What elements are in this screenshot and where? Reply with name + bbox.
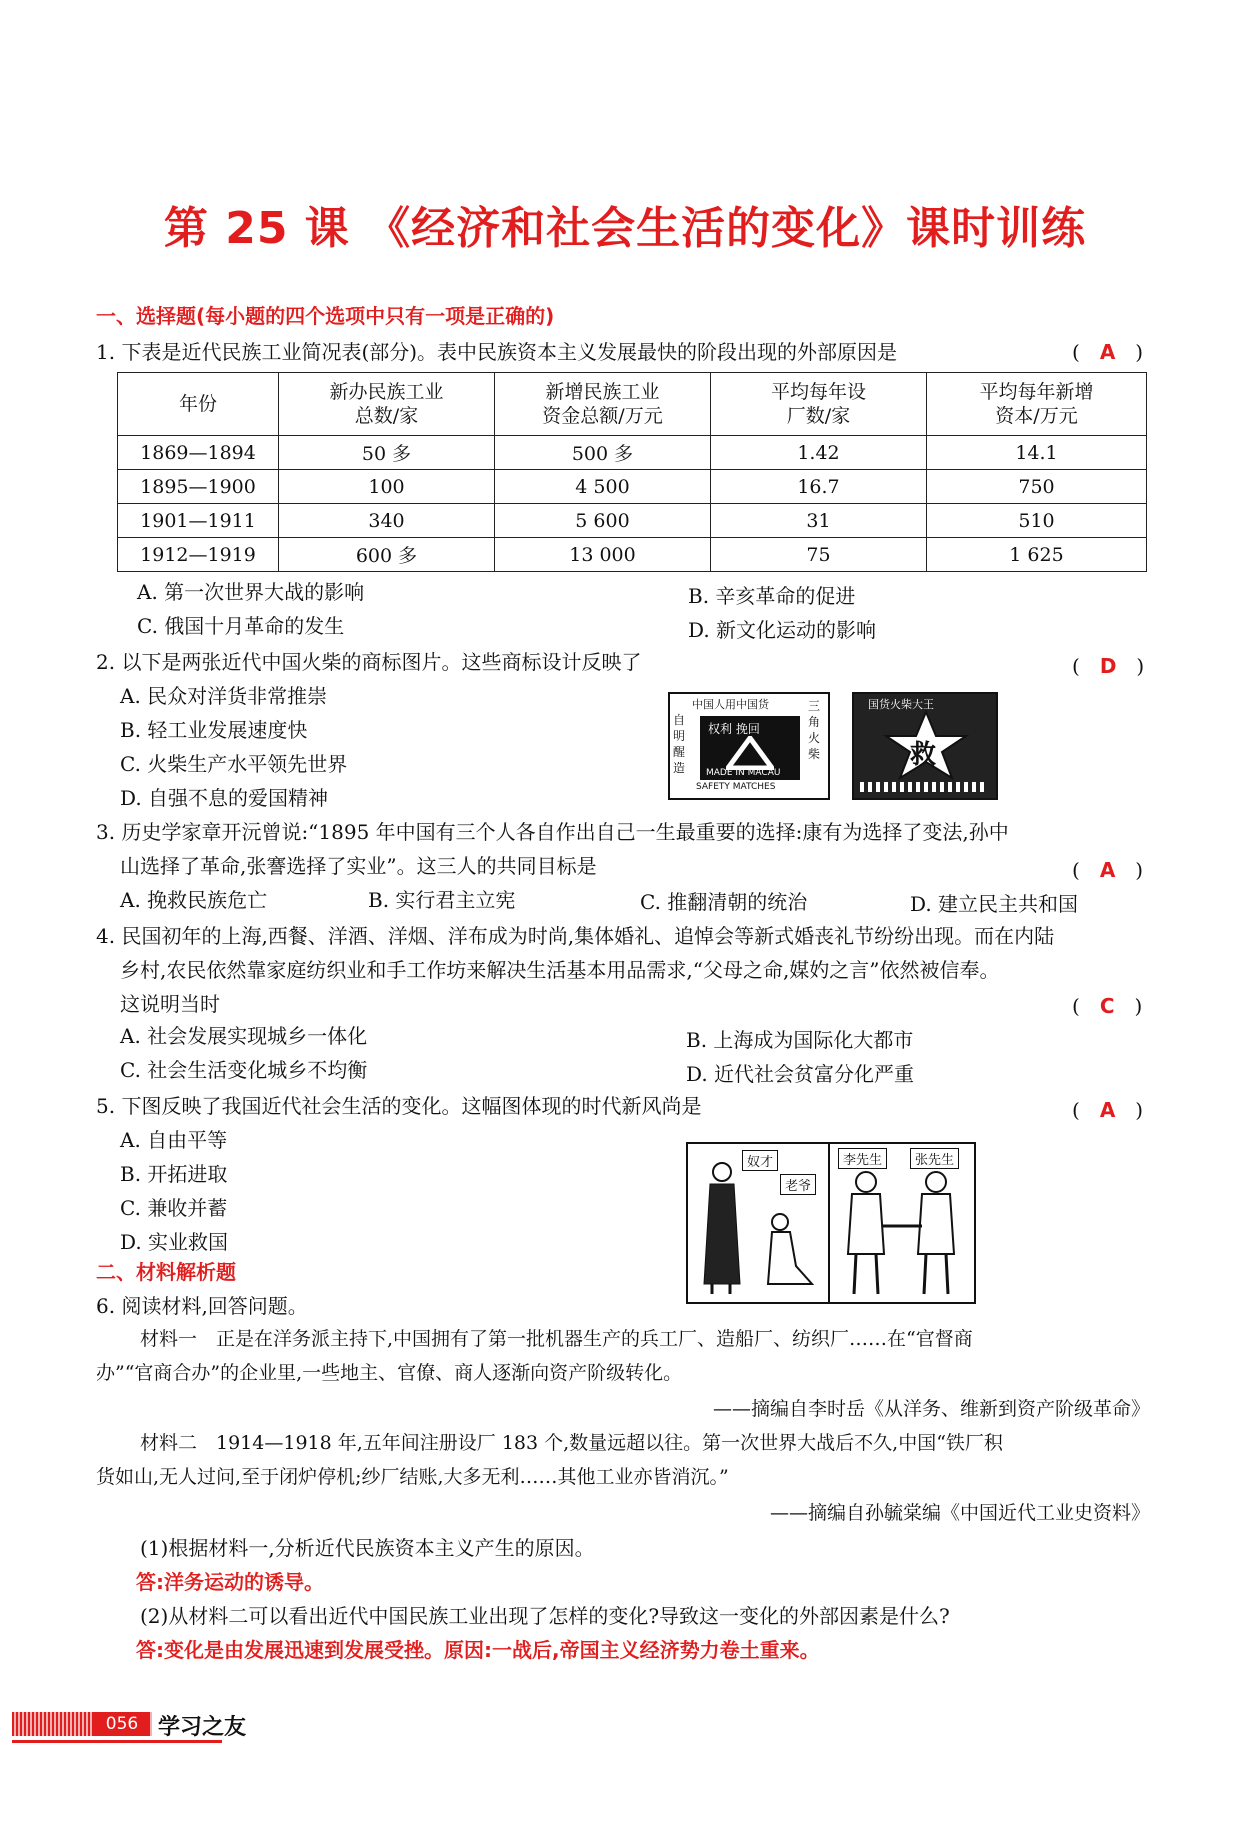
table-cell: 4 500 xyxy=(495,470,711,504)
q5-option-d: D. 实业救国 xyxy=(120,1230,229,1254)
bubble-zhang: 张先生 xyxy=(910,1148,959,1169)
label2-fence-decoration xyxy=(860,782,988,792)
label1-mid-text: 权利 挽回 xyxy=(708,722,760,736)
table-cell: 1 625 xyxy=(927,538,1147,572)
table-header-line: 新增民族工业 xyxy=(545,381,660,403)
q4-option-c: C. 社会生活变化城乡不均衡 xyxy=(120,1058,368,1082)
q4-stem-line1: 4. 民国初年的上海,西餐、洋酒、洋烟、洋布成为时尚,集体婚礼、追悼会等新式婚丧礼节纷纷出现。而在内陆 xyxy=(96,924,1055,948)
table-cell: 100 xyxy=(279,470,495,504)
table-cell: 50 多 xyxy=(279,436,495,470)
section-heading-material: 二、材料解析题 xyxy=(96,1260,236,1284)
q3-stem-line1: 3. 历史学家章开沅曾说:“1895 年中国有三个人各自作出自己一生最重要的选择:康有为选择了变法,孙中 xyxy=(96,820,1009,844)
q4-option-a: A. 社会发展实现城乡一体化 xyxy=(120,1024,368,1048)
q1-answer-box: ( A ) xyxy=(1072,340,1144,364)
label2-mid-text: 救 xyxy=(910,740,937,770)
table-header-cell xyxy=(495,373,711,436)
q3-answer-box: ( A ) xyxy=(1072,858,1144,882)
table-header-cell xyxy=(711,373,927,436)
q1-option-a: A. 第一次世界大战的影响 xyxy=(137,580,365,604)
table-header-line: 平均每年设 xyxy=(770,381,866,403)
q1-option-c: C. 俄国十月革命的发生 xyxy=(137,614,345,638)
table-cell: 750 xyxy=(927,470,1147,504)
table-row xyxy=(118,504,1147,538)
q3-stem-line2: 山选择了革命,张謇选择了实业”。这三人的共同目标是 xyxy=(120,854,597,878)
q6-material2-line2: 货如山,无人过问,至于闭炉停机;纱厂结账,大多无利……其他工业亦皆消沉。” xyxy=(96,1466,729,1488)
q5-option-b: B. 开拓进取 xyxy=(120,1162,228,1186)
q2-stem: 2. 以下是两张近代中国火柴的商标图片。这些商标设计反映了 xyxy=(96,650,642,674)
label1-right-text: 三角火柴 xyxy=(808,699,821,761)
table-header-row xyxy=(118,373,1147,436)
bubble-laoye: 老爷 xyxy=(780,1174,816,1195)
q4-stem-line3: 这说明当时 xyxy=(120,992,220,1016)
q2-answer-box: ( D ) xyxy=(1072,654,1145,678)
q2-option-d: D. 自强不息的爱国精神 xyxy=(120,786,329,810)
q3-option-a: A. 挽救民族危亡 xyxy=(120,888,268,912)
q4-answer: C xyxy=(1099,994,1115,1018)
q6-answer1: 答:洋务运动的诱导。 xyxy=(136,1570,324,1594)
q2-option-a: A. 民众对洋货非常推崇 xyxy=(120,684,328,708)
table-header-line: 总数/家 xyxy=(354,405,419,427)
page-title: 第 25 课 《经济和社会生活的变化》课时训练 xyxy=(163,203,1087,254)
matchbox-label-1 xyxy=(668,692,830,800)
q4-option-d: D. 近代社会贫富分化严重 xyxy=(686,1062,915,1086)
q6-answer2: 答:变化是由发展迅速到发展受挫。原因:一战后,帝国主义经济势力卷土重来。 xyxy=(136,1638,820,1662)
bubble-li: 李先生 xyxy=(838,1148,887,1169)
q4-option-b: B. 上海成为国际化大都市 xyxy=(686,1028,914,1052)
q3-option-c: C. 推翻清朝的统治 xyxy=(640,890,808,914)
q1-answer: A xyxy=(1099,340,1116,364)
q4-answer-box: ( C ) xyxy=(1072,994,1143,1018)
q6-material1-source: ——摘编自李时岳《从洋务、维新到资产阶级革命》 xyxy=(712,1398,1150,1420)
label2-top-text: 国货火柴大王 xyxy=(868,698,934,711)
table-cell: 1912—1919 xyxy=(118,538,279,572)
q6-stem: 6. 阅读材料,回答问题。 xyxy=(96,1294,308,1318)
table-header-cell xyxy=(927,373,1147,436)
table-row xyxy=(118,436,1147,470)
matchbox-label-2 xyxy=(852,692,998,800)
q6-sub2: (2)从材料二可以看出近代中国民族工业出现了怎样的变化?导致这一变化的外部因素是什么? xyxy=(140,1604,950,1628)
table-cell: 5 600 xyxy=(495,504,711,538)
q3-option-b: B. 实行君主立宪 xyxy=(368,888,516,912)
q6-material2-line1: 材料二 1914—1918 年,五年间注册设厂 183 个,数量远超以往。第一次世界大战后不久,中国“铁厂积 xyxy=(140,1432,1003,1454)
table-row xyxy=(118,470,1147,504)
q2-answer: D xyxy=(1099,654,1117,678)
q2-option-c: C. 火柴生产水平领先世界 xyxy=(120,752,348,776)
table-header-cell: 年份 xyxy=(118,373,279,436)
cartoon-image xyxy=(686,1142,976,1304)
table-cell: 13 000 xyxy=(495,538,711,572)
table-cell: 600 多 xyxy=(279,538,495,572)
q5-option-c: C. 兼收并蓄 xyxy=(120,1196,228,1220)
cartoon-figures xyxy=(688,1144,974,1302)
q3-answer: A xyxy=(1099,858,1116,882)
table-cell: 75 xyxy=(711,538,927,572)
q2-option-b: B. 轻工业发展速度快 xyxy=(120,718,308,742)
table-cell: 1901—1911 xyxy=(118,504,279,538)
table-header-line: 资本/万元 xyxy=(995,405,1078,427)
q6-sub1: (1)根据材料一,分析近代民族资本主义产生的原因。 xyxy=(140,1536,595,1560)
footer-brand: 学习之友 xyxy=(158,1714,247,1740)
table-header-line: 厂数/家 xyxy=(786,405,851,427)
table-cell: 16.7 xyxy=(711,470,927,504)
footer-rule xyxy=(12,1740,222,1743)
industry-table xyxy=(117,372,1147,572)
label1-top-text: 中国人用中国货 xyxy=(692,698,769,711)
q5-answer-box: ( A ) xyxy=(1072,1098,1144,1122)
table-cell: 1.42 xyxy=(711,436,927,470)
triangle-icon xyxy=(726,736,774,770)
table-cell: 510 xyxy=(927,504,1147,538)
table-cell: 340 xyxy=(279,504,495,538)
q1-option-b: B. 辛亥革命的促进 xyxy=(688,584,856,608)
section-heading-choice: 一、选择题(每小题的四个选项中只有一项是正确的) xyxy=(96,304,555,328)
table-header-line: 资金总额/万元 xyxy=(542,405,663,427)
table-header-line: 平均每年新增 xyxy=(979,381,1094,403)
table-header-cell xyxy=(279,373,495,436)
q1-option-d: D. 新文化运动的影响 xyxy=(688,618,877,642)
table-cell: 14.1 xyxy=(927,436,1147,470)
table-cell: 1895—1900 xyxy=(118,470,279,504)
bubble-nucai: 奴才 xyxy=(742,1150,778,1171)
label1-safety-text: SAFETY MATCHES xyxy=(696,782,776,792)
q6-material1-line2: 办”“官商合办”的企业里,一些地主、官僚、商人逐渐向资产阶级转化。 xyxy=(96,1362,683,1384)
q6-material1-line1: 材料一 正是在洋务派主持下,中国拥有了第一批机器生产的兵工厂、造船厂、纺织厂……在“官督商 xyxy=(140,1328,973,1350)
table-header-line: 新办民族工业 xyxy=(329,381,444,403)
q5-stem: 5. 下图反映了我国近代社会生活的变化。这幅图体现的时代新风尚是 xyxy=(96,1094,702,1118)
table-cell: 31 xyxy=(711,504,927,538)
q1-stem: 1. 下表是近代民族工业简况表(部分)。表中民族资本主义发展最快的阶段出现的外部原因是 xyxy=(96,340,898,364)
label1-made-text: MADE IN MACAU xyxy=(706,768,781,778)
q4-stem-line2: 乡村,农民依然靠家庭纺织业和手工作坊来解决生活基本用品需求,“父母之命,媒妁之言”依然被信奉。 xyxy=(120,958,1000,982)
q3-option-d: D. 建立民主共和国 xyxy=(910,892,1079,916)
q5-answer: A xyxy=(1099,1098,1116,1122)
table-row xyxy=(118,538,1147,572)
page-number: 056 xyxy=(94,1712,150,1736)
q5-option-a: A. 自由平等 xyxy=(120,1128,228,1152)
q6-material2-source: ——摘编自孙毓棠编《中国近代工业史资料》 xyxy=(769,1502,1150,1524)
label1-left-text: 自明醒造 xyxy=(673,713,686,775)
table-cell: 1869—1894 xyxy=(118,436,279,470)
table-cell: 500 多 xyxy=(495,436,711,470)
